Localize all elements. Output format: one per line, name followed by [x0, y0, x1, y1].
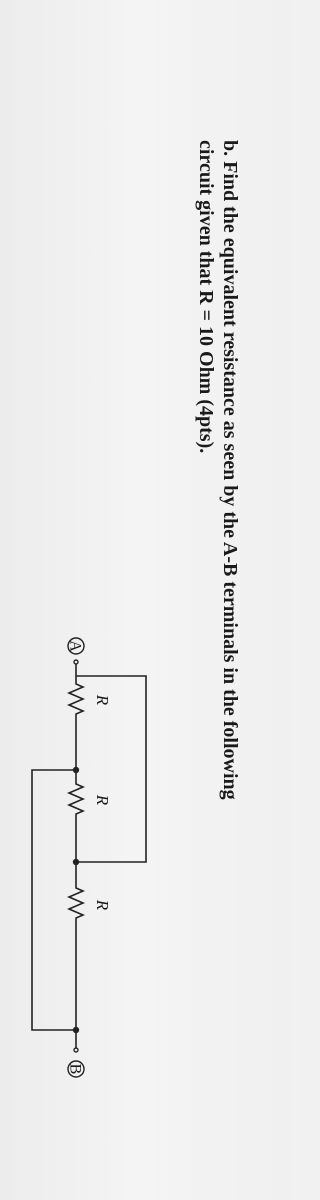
terminal-a-label: A [66, 640, 84, 652]
question-line-1: b. Find the equivalent resistance as seen by the A-B terminals in the following [219, 140, 241, 800]
short-wire-lower [32, 770, 76, 1030]
resistor-2 [69, 776, 83, 822]
terminal-a-dot [74, 660, 78, 664]
terminal-b-label: B [66, 1063, 84, 1075]
resistor-3 [69, 880, 83, 926]
resistor-2-label: R [93, 794, 112, 806]
resistor-1-label: R [93, 694, 112, 706]
resistor-1 [69, 676, 83, 722]
resistor-3-label: R [93, 899, 112, 911]
terminal-b-dot [74, 1048, 78, 1052]
question-line-2: circuit given that R = 10 Ohm (4pts). [195, 140, 217, 454]
